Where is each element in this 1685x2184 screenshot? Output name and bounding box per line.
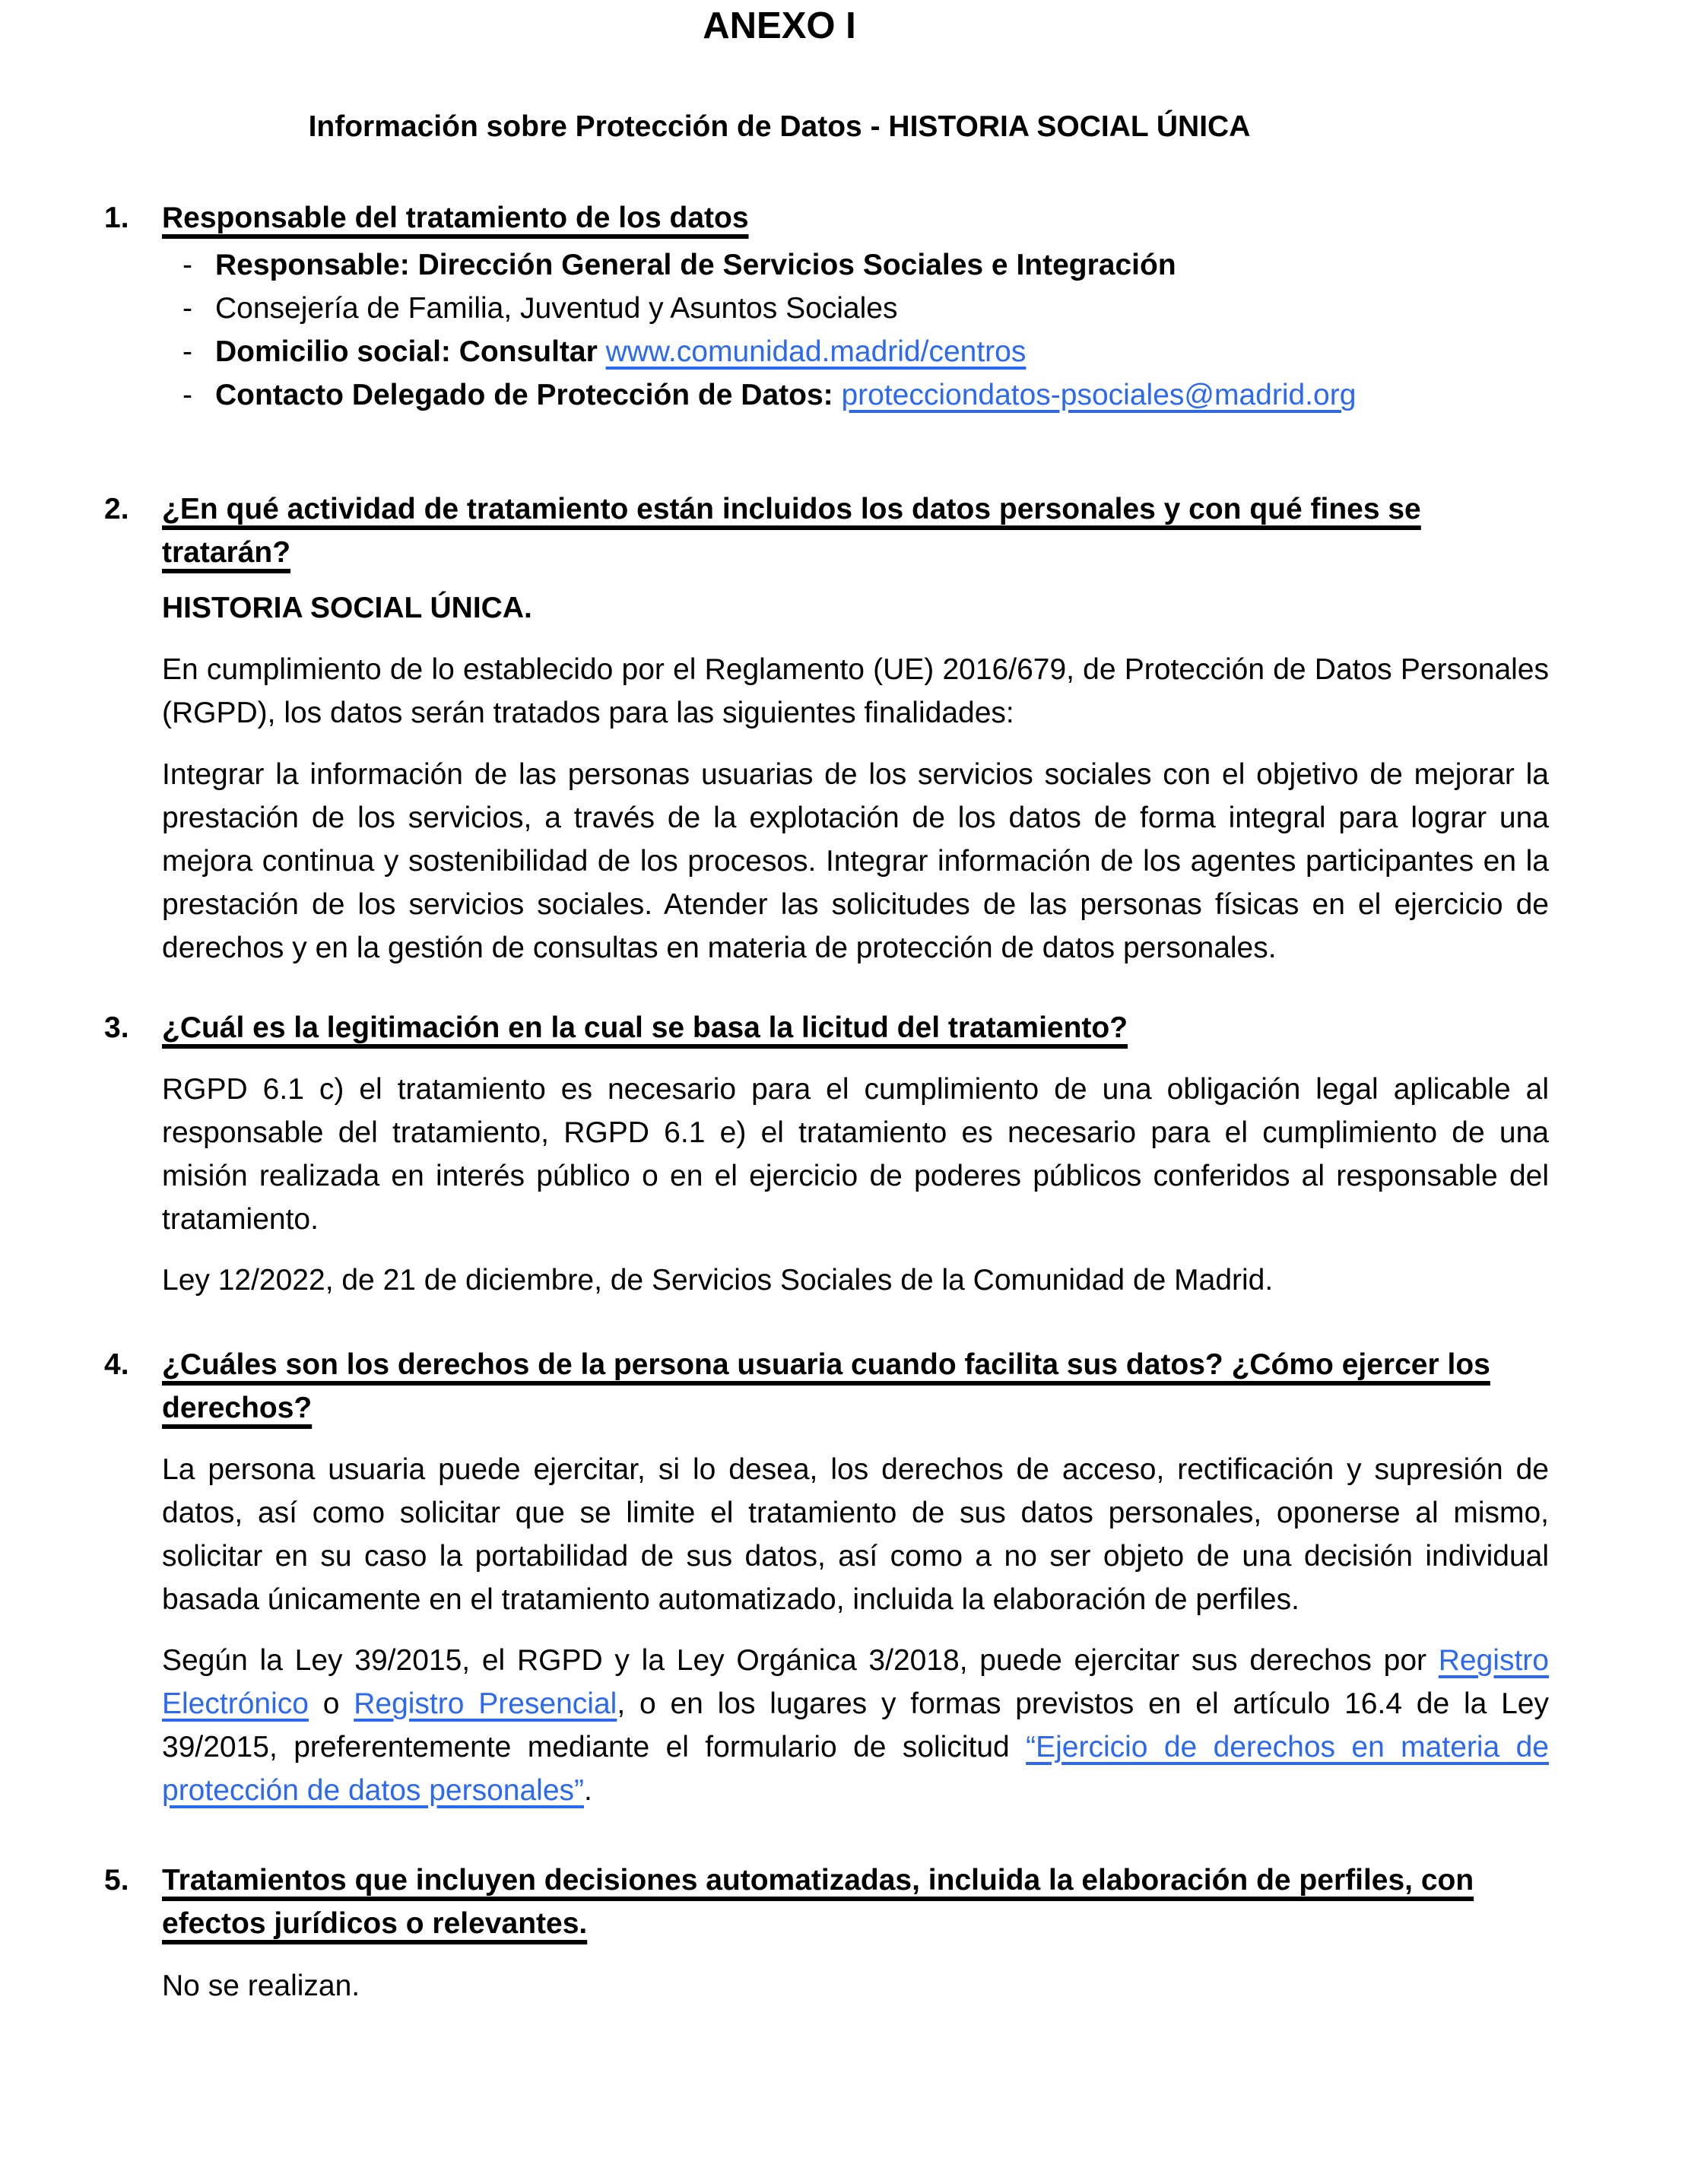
paragraph [162,1639,1549,1812]
bullet-text [215,287,1549,330]
bullet-marker: - [182,249,192,281]
bullet-text [215,330,1549,373]
link-protecciondatos-email[interactable]: protecciondatos-psociales@madrid.org [841,379,1357,411]
text-run: HISTORIA SOCIAL ÚNICA. [162,592,532,624]
section-3 [104,1006,1549,1302]
section-1-heading: Responsable del tratamiento de los datos [162,202,749,234]
text-run: Integrar la información de las personas usuarias de los servicios sociales con el objetivo de mejorar la prestación de los servicios, a través de la explotación de los datos de forma integral para lograr una mejora continua y sostenibilidad de los procesos. Integrar información de los agentes participantes en la prestación de los servicios sociales. Atender las solicitudes de las personas físicas en el ejercicio de derechos y en la gestión de consultas en materia de protección de datos personales. [162,758,1549,964]
bullet-text [215,373,1549,417]
bullet-marker: - [182,379,192,411]
text-run: , o en los lugares y formas previstos en el artículo 16.4 de la Ley 39/2015, preferentemente mediante el formulario de solicitud [162,1687,1549,1763]
text-run: Domicilio social: Consultar [215,335,606,368]
section-3-number: 3. [104,1011,129,1044]
section-1-number: 1. [104,202,129,234]
section-1 [104,196,1549,417]
section-4-heading: ¿Cuáles son los derechos de la persona usuaria cuando facilita sus datos? ¿Cómo ejercer los derechos? [162,1348,1490,1424]
bullet-marker: - [182,335,192,368]
section-5 [104,1859,1549,2008]
section-5-number: 5. [104,1864,129,1897]
text-run: Responsable: Dirección General de Servicios Sociales e Integración [215,249,1176,281]
section-3-heading: ¿Cuál es la legitimación en la cual se basa la licitud del tratamiento? [162,1011,1128,1044]
text-run: o [308,1687,354,1720]
bullet-text [215,243,1549,287]
text-run: RGPD 6.1 c) el tratamiento es necesario para el cumplimiento de una obligación legal aplicable al responsable del tratamiento, RGPD 6.1 e) el tratamiento es necesario para el cumplimiento de una misión realizada en interés público o en el ejercicio de poderes públicos conferidos al responsable del tratamiento. [162,1073,1549,1236]
text-run: Contacto Delegado de Protección de Datos: [215,379,842,411]
bullet-item [162,287,1549,330]
document-subtitle: Información sobre Protección de Datos - HISTORIA SOCIAL ÚNICA [308,110,1251,143]
paragraph [162,1448,1549,1621]
section-4-number: 4. [104,1348,129,1381]
text-run: Ley 12/2022, de 21 de diciembre, de Servicios Sociales de la Comunidad de Madrid. [162,1264,1274,1297]
text-run: La persona usuaria puede ejercitar, si lo desea, los derechos de acceso, rectificación y supresión de datos, así como solicitar que se limite el tratamiento de sus datos personales, oponerse al mismo, solicitar en su caso la portabilidad de sus datos, así como a no ser objeto de una decisión individual basada únicamente en el tratamiento automatizado, incluida la elaboración de perfiles. [162,1453,1549,1616]
text-run: En cumplimiento de lo establecido por el Reglamento (UE) 2016/679, de Protección de Datos Personales (RGPD), los datos serán tratados para las siguientes finalidades: [162,653,1549,729]
bullet-item [162,243,1549,287]
paragraph [162,1068,1549,1241]
paragraph [162,1259,1549,1302]
text-run: . [584,1774,592,1807]
section-5-heading: Tratamientos que incluyen decisiones automatizadas, incluida la elaboración de perfiles, con efectos jurídicos o relevantes. [162,1864,1474,1940]
bullet-list [162,243,1549,417]
sections [104,196,1549,2008]
paragraph [162,648,1549,735]
paragraph [162,753,1549,970]
bullet-marker: - [182,292,192,325]
link-comunidad-madrid-centros[interactable]: www.comunidad.madrid/centros [605,335,1027,368]
text-run: Consejería de Familia, Juventud y Asuntos Sociales [215,292,898,325]
paragraph [162,586,1549,630]
bullet-item [162,330,1549,373]
section-4 [104,1343,1549,1812]
section-2 [104,487,1549,970]
link-registro-electronico[interactable]: Registro Electrónico [162,1644,1549,1720]
section-2-heading: ¿En qué actividad de tratamiento están incluidos los datos personales y con qué fines se tratarán? [162,493,1421,569]
document-title: ANEXO I [703,5,856,46]
link-ejercicio-derechos-formulario[interactable]: “Ejercicio de derechos en materia de protección de datos personales” [162,1731,1549,1807]
text-run: Según la Ley 39/2015, el RGPD y la Ley Orgánica 3/2018, puede ejercitar sus derechos por [162,1644,1439,1677]
link-registro-presencial[interactable]: Registro Presencial [354,1687,617,1720]
section-2-number: 2. [104,493,129,525]
paragraph [162,1964,1549,2008]
text-run: No se realizan. [162,1970,360,2002]
bullet-item [162,373,1549,417]
